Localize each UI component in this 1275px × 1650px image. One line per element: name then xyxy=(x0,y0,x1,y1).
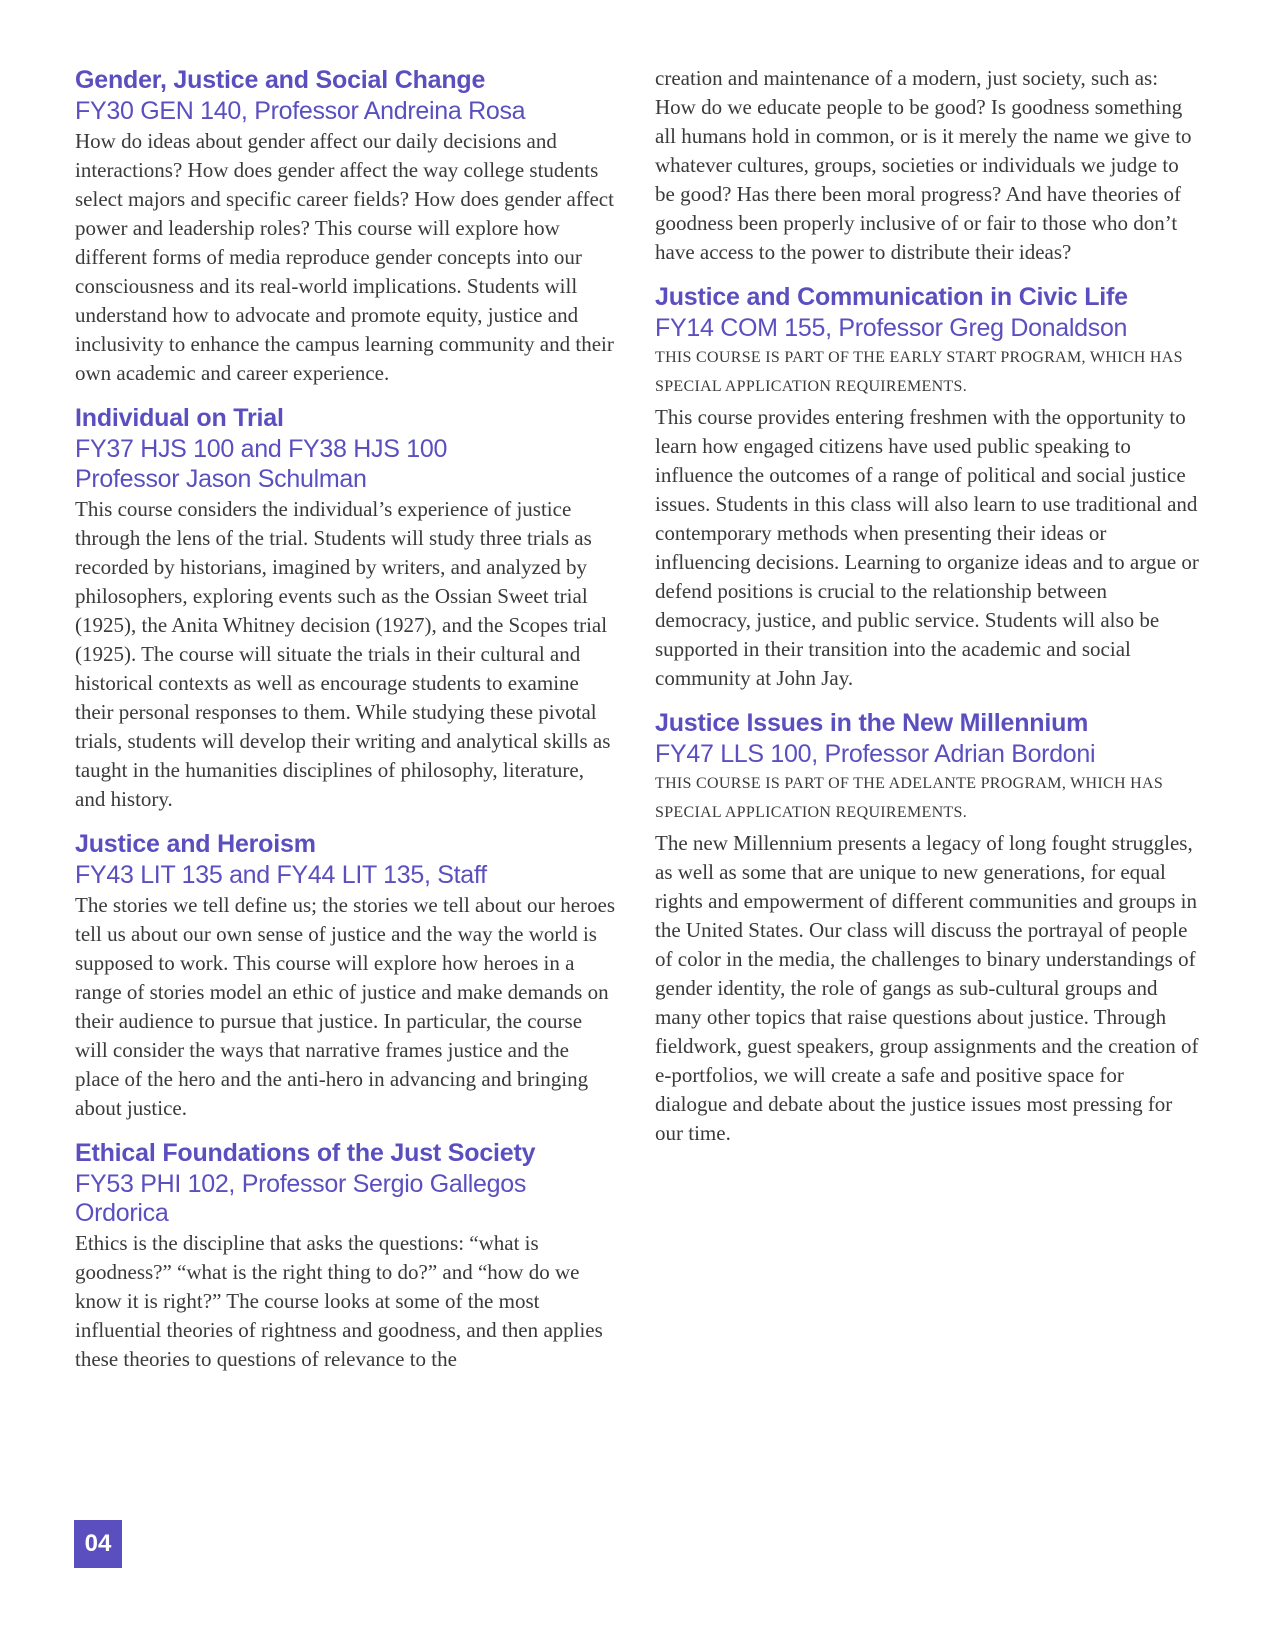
course-title: Individual on Trial xyxy=(75,404,284,432)
course-ethical-foundations xyxy=(75,1137,615,1374)
course-description: This course considers the individual’s experience of justice through the lens of the trial. Students will study three trials as recorded by historians, imagined by writers, and analyzed by philosophers, exploring events such as the Ossian Sweet trial (1925), the Anita Whitney decision (1927), and the Scopes trial (1925). The course will situate the trials in their cultural and historical contexts as well as encourage students to examine their personal responses to them. While studying these pivotal trials, students will develop their writing and analytical skills as taught in the humanities disciplines of philosophy, literature, and history. xyxy=(75,497,611,811)
course-code: FY30 GEN 140, Professor Andreina Rosa xyxy=(75,97,526,125)
course-gender-justice xyxy=(75,64,615,388)
course-program-note: THIS COURSE IS PART OF THE EARLY START PROGRAM, WHICH HAS SPECIAL APPLICATION REQUIREMENTS. xyxy=(655,349,1183,395)
course-code: FY37 HJS 100 and FY38 HJS 100 xyxy=(75,435,448,463)
course-justice-communication xyxy=(655,281,1200,693)
course-code: FY47 LLS 100, Professor Adrian Bordoni xyxy=(655,740,1096,768)
course-description: How do ideas about gender affect our daily decisions and interactions? How does gender affect the way college students select majors and specific career fields? How does gender affect power and leadership roles? This course will explore how different forms of media reproduce gender concepts into our consciousness and its real-world implications. Students will understand how to advocate and promote equity, justice and inclusivity to enhance the campus learning community and their own academic and career experience. xyxy=(75,129,614,385)
course-description: The stories we tell define us; the stories we tell about our heroes tell us about our own sense of justice and the way the world is supposed to work. This course will explore how heroes in a range of stories model an ethic of justice and make demands on their audience to pursue that justice. In particular, the course will consider the ways that narrative frames justice and the place of the hero and the anti-hero in advancing and bringing about justice. xyxy=(75,893,616,1120)
course-program-note: THIS COURSE IS PART OF THE ADELANTE PROGRAM, WHICH HAS SPECIAL APPLICATION REQUIREMENTS. xyxy=(655,775,1164,821)
course-individual-on-trial xyxy=(75,402,615,814)
course-title: Ethical Foundations of the Just Society xyxy=(75,1139,536,1167)
course-title: Justice and Heroism xyxy=(75,830,316,858)
course-code: FY43 LIT 135 and FY44 LIT 135, Staff xyxy=(75,861,487,889)
course-professor: Professor Jason Schulman xyxy=(75,465,367,493)
course-new-millennium xyxy=(655,707,1200,1148)
right-column xyxy=(655,64,1200,1162)
page-number: 04 xyxy=(74,1520,122,1568)
course-justice-heroism xyxy=(75,828,615,1123)
course-code: FY14 COM 155, Professor Greg Donaldson xyxy=(655,314,1128,342)
left-column xyxy=(75,64,615,1388)
course-title: Justice Issues in the New Millennium xyxy=(655,709,1089,737)
course-code: FY53 PHI 102, Professor Sergio Gallegos Ordorica xyxy=(75,1170,527,1227)
course-ethical-foundations-continued xyxy=(655,64,1200,267)
course-description: This course provides entering freshmen with the opportunity to learn how engaged citizens have used public speaking to influence the outcomes of a range of political and social justice issues. Students in this class will also learn to use traditional and contemporary methods when presenting their ideas or influencing decisions. Learning to organize ideas and to argue or defend positions is crucial to the relationship between democracy, justice, and public service. Students will also be supported in their transition into the academic and social community at John Jay. xyxy=(655,405,1199,690)
course-title: Gender, Justice and Social Change xyxy=(75,66,486,94)
course-description: Ethics is the discipline that asks the questions: “what is goodness?” “what is the right thing to do?” and “how do we know it is right?” The course looks at some of the most influential theories of rightness and goodness, and then applies these theories to questions of relevance to the xyxy=(75,1231,603,1371)
course-description-continued: creation and maintenance of a modern, just society, such as: How do we educate people to be good? Is goodness something all humans hold in common, or is it merely the name we give to whatever cultures, groups, societies or individuals we judge to be good? Has there been moral progress? And have theories of goodness been properly inclusive of or fair to those who don’t have access to the power to distribute their ideas? xyxy=(655,66,1192,264)
course-description: The new Millennium presents a legacy of long fought struggles, as well as some that are unique to new generations, for equal rights and empowerment of different communities and groups in the United States. Our class will discuss the portrayal of people of color in the media, the challenges to binary understandings of gender identity, the role of gangs as sub-cultural groups and many other topics that raise questions about justice. Through fieldwork, guest speakers, group assignments and the creation of e-portfolios, we will create a safe and positive space for dialogue and debate about the justice issues most pressing for our time. xyxy=(655,831,1199,1145)
course-title: Justice and Communication in Civic Life xyxy=(655,283,1128,311)
